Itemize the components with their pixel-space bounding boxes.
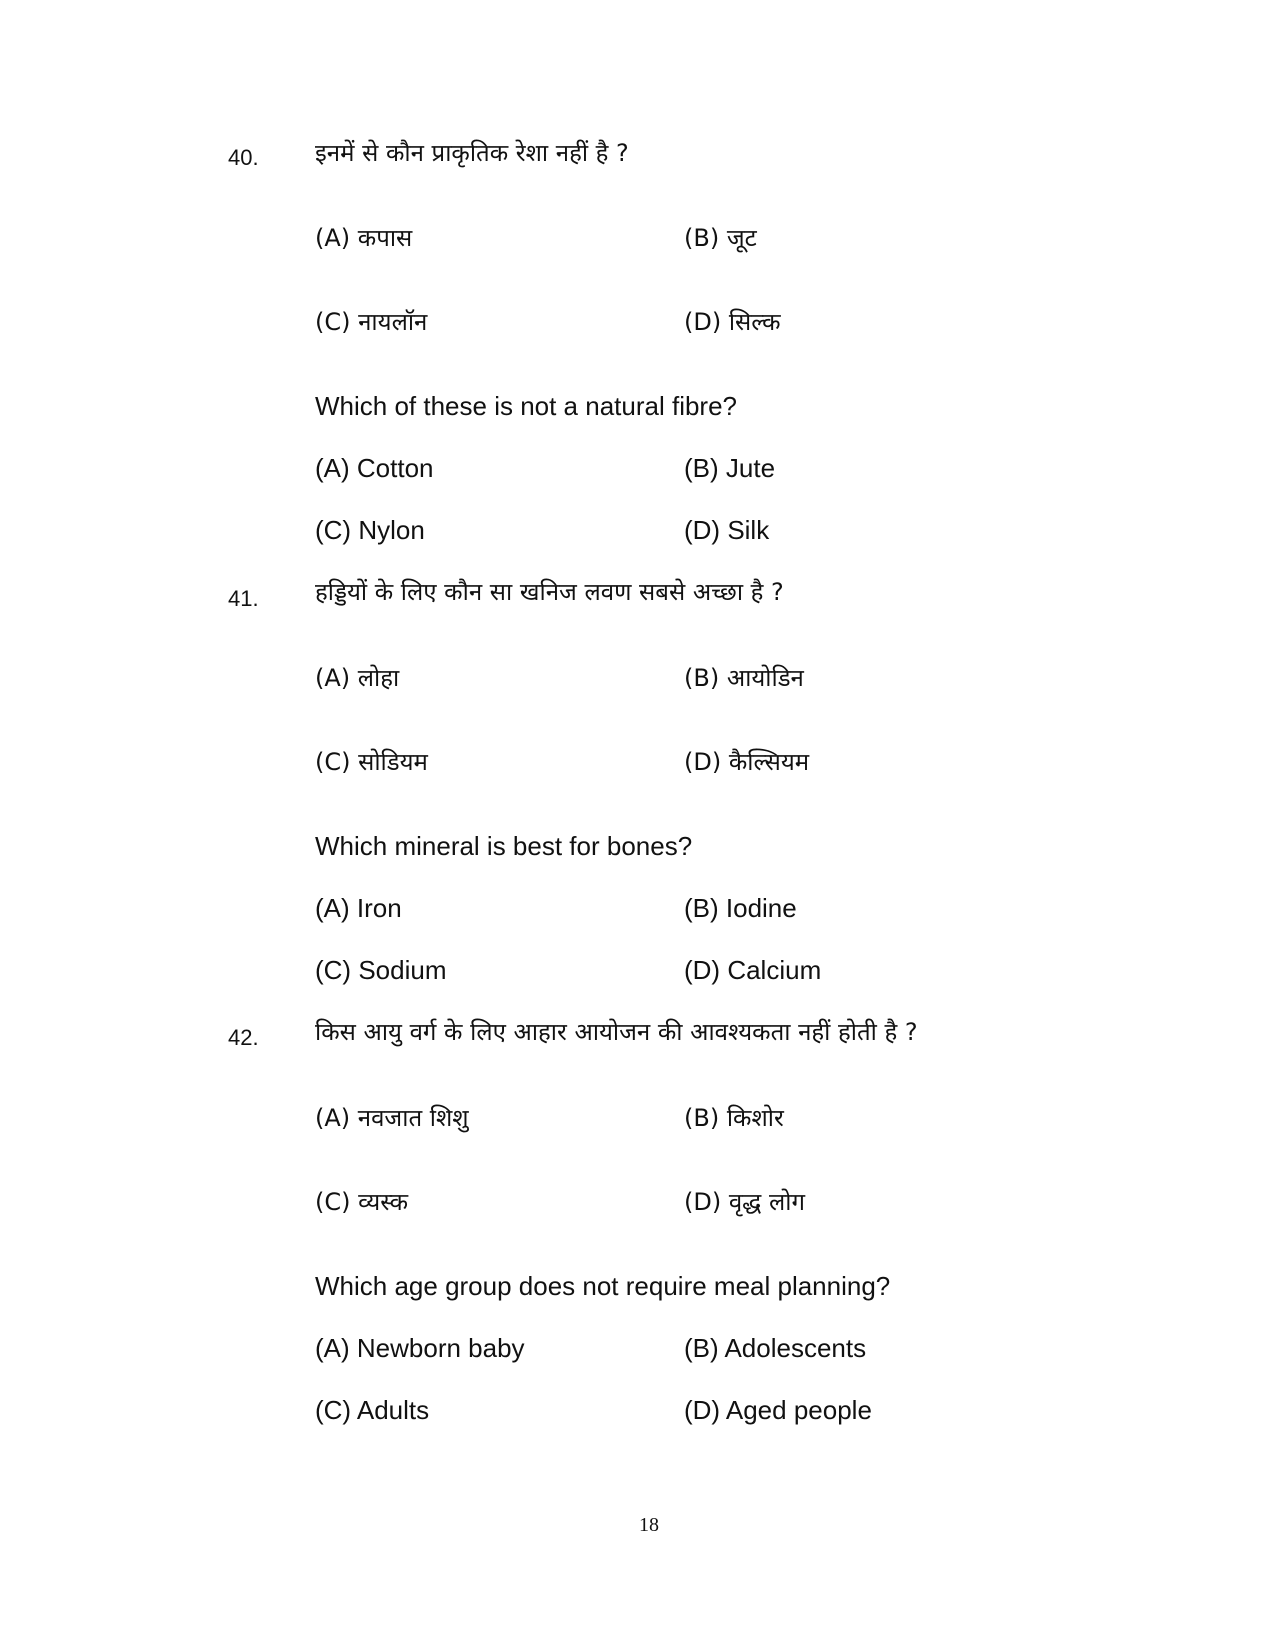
question-stem-english: Which mineral is best for bones? <box>315 831 693 861</box>
option-b-english: (B) Adolescents <box>684 1333 867 1363</box>
question-stem-english: Which of these is not a natural fibre? <box>315 391 738 421</box>
page-number: 18 <box>639 1514 659 1536</box>
option-d-hindi: (D) सिल्क <box>684 308 781 336</box>
option-a-hindi: (A) नवजात शिशु <box>315 1104 469 1132</box>
question-number: 42. <box>228 1025 259 1050</box>
option-a-hindi: (A) कपास <box>315 224 413 252</box>
question-stem-hindi: इनमें से कौन प्राकृतिक रेशा नहीं है ? <box>315 139 629 167</box>
option-d-hindi: (D) वृद्ध लोग <box>684 1188 805 1216</box>
option-c-english: (C) Sodium <box>315 955 447 985</box>
option-a-english: (A) Cotton <box>315 453 434 483</box>
option-d-english: (D) Aged people <box>684 1395 872 1425</box>
option-b-hindi: (B) आयोडिन <box>684 664 804 692</box>
question-stem-hindi: किस आयु वर्ग के लिए आहार आयोजन की आवश्यकता नहीं होती है ? <box>315 1018 918 1046</box>
option-a-english: (A) Newborn baby <box>315 1333 525 1363</box>
option-d-english: (D) Silk <box>684 515 770 545</box>
option-c-hindi: (C) सोडियम <box>315 748 428 776</box>
question-number: 41. <box>228 586 259 611</box>
option-b-hindi: (B) जूट <box>684 224 757 252</box>
option-d-english: (D) Calcium <box>684 955 822 985</box>
question-number: 40. <box>228 145 259 170</box>
question-stem-hindi: हड्डियों के लिए कौन सा खनिज लवण सबसे अच्छा है ? <box>315 578 784 606</box>
option-a-hindi: (A) लोहा <box>315 664 400 692</box>
option-b-english: (B) Iodine <box>684 893 797 923</box>
option-c-english: (C) Nylon <box>315 515 425 545</box>
option-a-english: (A) Iron <box>315 893 402 923</box>
option-b-hindi: (B) किशोर <box>684 1104 784 1132</box>
option-d-hindi: (D) कैल्सियम <box>684 748 810 776</box>
question-stem-english: Which age group does not require meal planning? <box>315 1271 891 1301</box>
option-c-english: (C) Adults <box>315 1395 430 1425</box>
option-c-hindi: (C) नायलॉन <box>315 308 428 336</box>
option-c-hindi: (C) व्यस्क <box>315 1188 409 1216</box>
option-b-english: (B) Jute <box>684 453 776 483</box>
